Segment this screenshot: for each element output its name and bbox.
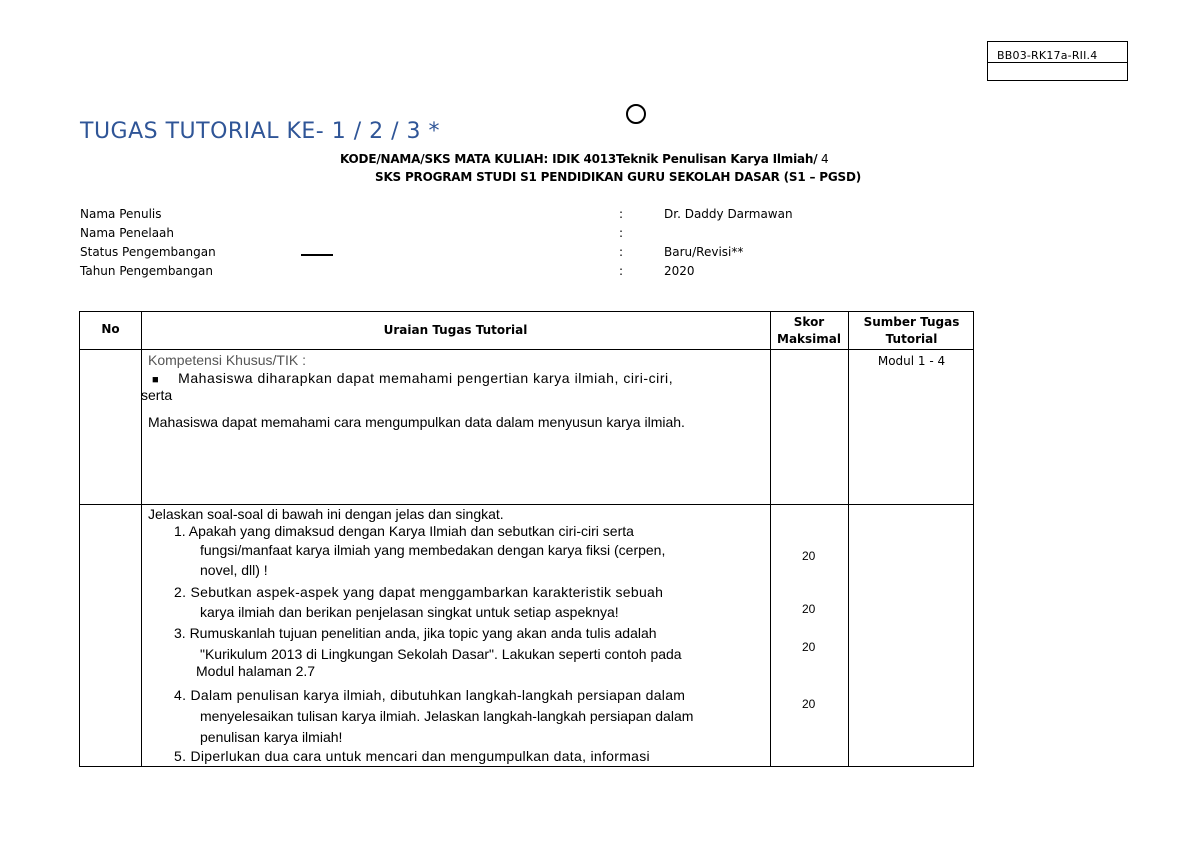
col-divider-skor: [848, 312, 849, 766]
kompetensi-line2: Mahasiswa dapat memahami cara mengumpulkan data dalam menyusun karya ilmiah.: [148, 414, 685, 430]
kompetensi-bullet-text: Mahasiswa diharapkan dapat memahami pengertian karya ilmiah, ciri-ciri,: [178, 370, 674, 386]
question-4-line1: 4. Dalam penulisan karya ilmiah, dibutuhkan langkah-langkah persiapan dalam: [174, 687, 686, 703]
bullet-icon: ■: [152, 374, 159, 386]
col-divider-uraian: [770, 312, 771, 766]
course-label: KODE/NAMA/SKS MATA KULIAH: IDIK 4013Teknik Penulisan Karya Ilmiah/: [340, 152, 818, 166]
header-sumber: [848, 314, 975, 348]
kompetensi-bullet-line: [152, 370, 767, 386]
header-no: No: [101, 322, 120, 336]
meta-label-penelaah: Nama Penelaah: [80, 226, 175, 240]
col-divider-no: [141, 312, 142, 766]
question-4-line2: menyelesaikan tulisan karya ilmiah. Jelaskan langkah-langkah persiapan dalam: [200, 708, 694, 724]
header-skor: [770, 314, 848, 348]
header-divider: [80, 349, 973, 350]
document-code: BB03-RK17a-RII.4: [997, 49, 1098, 62]
page-title: TUGAS TUTORIAL KE- 1 / 2 / 3 *: [80, 119, 441, 144]
header-skor-line2: Maksimal: [777, 332, 841, 346]
meta-label-penulis: Nama Penulis: [80, 207, 162, 221]
meta-colon-tahun: :: [619, 264, 624, 278]
score-q3: 20: [802, 640, 816, 654]
kompetensi-label: Kompetensi Khusus/TIK :: [148, 352, 306, 368]
meta-colon-penelaah: :: [619, 226, 624, 240]
score-q2: 20: [802, 602, 816, 616]
sumber-value: Modul 1 - 4: [877, 354, 946, 368]
meta-label-status: Status Pengembangan: [80, 245, 216, 259]
question-2-line1: 2. Sebutkan aspek-aspek yang dapat menggambarkan karakteristik sebuah: [174, 584, 664, 600]
header-skor-line1: Skor: [793, 315, 825, 329]
score-q1: 20: [802, 549, 816, 563]
course-info: [340, 152, 828, 166]
row-divider: [80, 504, 973, 505]
dash-mark: [301, 254, 333, 256]
question-1-line3: novel, dll) !: [200, 562, 268, 578]
task-intro: Jelaskan soal-soal di bawah ini dengan jelas dan singkat.: [148, 506, 504, 522]
header-sumber-line2: Tutorial: [885, 332, 938, 346]
kompetensi-bullet-cont: serta: [141, 387, 173, 403]
task-table: [79, 311, 974, 767]
meta-value-tahun: 2020: [664, 264, 695, 278]
question-3-line1: 3. Rumuskanlah tujuan penelitian anda, jika topic yang akan anda tulis adalah: [174, 625, 657, 641]
score-q4: 20: [802, 697, 816, 711]
program-info: SKS PROGRAM STUDI S1 PENDIDIKAN GURU SEKOLAH DASAR (S1 – PGSD): [375, 170, 862, 184]
header-sumber-line1: Sumber Tugas: [863, 315, 960, 329]
meta-colon-penulis: :: [619, 207, 624, 221]
meta-value-status: Baru/Revisi**: [664, 245, 744, 259]
document-code-box: [987, 41, 1128, 81]
question-1-line2: fungsi/manfaat karya ilmiah yang membedakan dengan karya fiksi (cerpen,: [200, 542, 666, 558]
header-uraian: Uraian Tugas Tutorial: [383, 323, 528, 337]
meta-colon-status: :: [619, 245, 624, 259]
meta-value-penulis: Dr. Daddy Darmawan: [664, 207, 793, 221]
question-1-line1: 1. Apakah yang dimaksud dengan Karya Ilmiah dan sebutkan ciri-ciri serta: [174, 523, 634, 539]
question-3-line3: Modul halaman 2.7: [196, 663, 316, 679]
meta-label-tahun: Tahun Pengembangan: [80, 264, 213, 278]
course-sks: 4: [817, 152, 829, 166]
question-3-line2: "Kurikulum 2013 di Lingkungan Sekolah Dasar". Lakukan seperti contoh pada: [200, 646, 682, 662]
question-2-line2: karya ilmiah dan berikan penjelasan singkat untuk setiap aspeknya!: [200, 604, 619, 620]
question-4-line3: penulisan karya ilmiah!: [200, 729, 343, 745]
question-5-line1: 5. Diperlukan dua cara untuk mencari dan mengumpulkan data, informasi: [174, 748, 650, 764]
circle-mark: [626, 104, 646, 124]
